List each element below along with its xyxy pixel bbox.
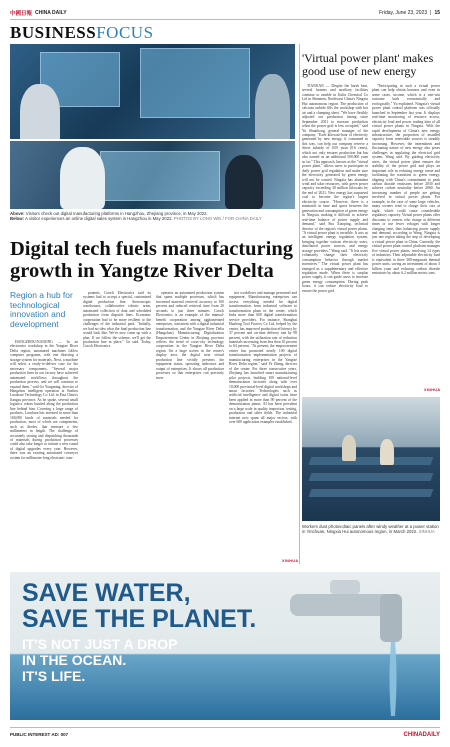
ad-line-2: SAVE THE PLANET. <box>22 605 257 633</box>
ad-line-5: IT'S LIFE. <box>22 668 86 684</box>
public-interest-ad <box>10 572 440 720</box>
issue-date: Friday, June 23, 2023 <box>379 9 428 16</box>
article1-col2: ponents, Gooch Electronics said its systems had to accept a special, customized digital production line. Stereoscopic warehouses, collaborative robotic arms, automated collection of data and scheduled production from dispatch lines. Economic cooperation had to be more resilient to the challenges of the industrial park. "Initially, we had no idea what the final production line would look like. We've now come up with a plan. If we follow the scheme, we'll get the production line in place," Ge said. Today, Gooch Electronics <box>83 291 151 349</box>
ad-line-1: SAVE WATER, <box>22 579 191 607</box>
photo-credit: PHOTOS BY LONG WEI / FOR CHINA DAILY <box>173 216 262 222</box>
section-title <box>10 23 154 43</box>
article2-photo-caption: Workers dust photovoltaic panels after windy weather at a power station in Yinchuan, Ningxia Hui autonomous region, in March 2022. XINHUA <box>302 524 439 535</box>
article2-col1: TIANJIAN — Despite the harsh heat, several farmers and auxiliary facilities continue to rumble in Jiulin Chemical Co Ltd in Shenmen, Northwest China's Ningxia Hui autonomous region. The production of calcium carbide fills the workshop with hot air and a clamping sheet. "We have flexibly adjusted our production timing since September 2021 to increase production when the power grid is less occupied," said Yu Shuaihong, general manager of the company. "Each kilowatt-hour of electricity generated by new energy, if consumed in this way, can help our company reserve a direct subsidy of 0.05 yuan (0.6 cents), which not only ensures production but has also earned us an additional 500,000 yuan so far." This approach, known as the "virtual power plant," allows users to participate in daily power grid regulation and make sure the electricity generated by green energy will not be wasted. Ningxia has abundant wind and solar resources, with green power capacity exceeding 30 million kilowatts by the end of 2021. New energy has surpassed coal to become the region's largest electricity source. "However, there is a mismatch in time and space between the generation and consumption of green energy in Ningxia, making it difficult to achieve real-time balance of power supply and demand," said Sha Xiaoping, technical director of the region's virtual power plants. "A virtual power plant is invisible. It acts as an intelligent energy regulation system, bringing together various electricity users, distributed power sources, and energy storage providers," Wang said. "It lets users voluntarily change their electricity consumption behavior through market incentives." The virtual power plant has emerged as a supplementary and effective regulation mode. When there is surplus power supply, it can guide users to increase green energy consumption. During peak hours, it can reduce electricity load to ensure the power grid. <box>302 84 368 293</box>
main-photo-top <box>10 44 295 139</box>
ad-line-3: IT'S NOT JUST A DROP <box>22 636 178 652</box>
article2-byline: XINHUA <box>424 388 441 392</box>
article1-deck: Region a hub for technological innovation and development <box>10 290 73 329</box>
main-photo-bottom <box>10 141 295 209</box>
page-number: 15 <box>434 9 440 16</box>
footer-brand: CHINADAILY <box>403 731 440 738</box>
page-header: 中國日報 CHINA DAILY Friday, June 23, 2023 | 15 <box>10 6 440 20</box>
article1-col3: operates an automated production system that spans multiple processes, which has increased material retrieval accuracy to 100 percent and reduced retrieval time from 20 seconds to just three minutes. Gooch Electronics is an example of the manual-benefit cooperation among agglomerated enterprises, consistent with a digital industrial transformation, and the Yangtze River Delta (Hangzhou) Manufacturing Digitalization Empowerment Center in Zhejiang province reflects the trend of cross-city technology cooperation in the Yangtze River Delta region. On a large screen in the center's display area, the digital twin virtual production line vividly presents the equipment status, operating indicators and output of enterprises. It shows all production processes so that enterprises can precisely mon- <box>156 291 224 380</box>
main-photo-caption: Above: Visitors check out digital manufacturing platforms in Hangzhou, Zhejiang province, in May 2022. Below: A visitor experiences an online digital sales system in Hangzhou in May 2022. PHOTOS BY LONG WEI / FOR CHINA DAILY <box>10 211 262 222</box>
masthead-name: CHINA DAILY <box>35 9 67 16</box>
masthead-logo: 中國日報 <box>10 10 33 17</box>
section-title-part1: BUSINESS <box>10 23 97 42</box>
section-title-part2: FOCUS <box>96 23 154 42</box>
ad-label: PUBLIC INTEREST AD: 007 <box>10 732 69 737</box>
article1-col1: HANGZHOU/NANJING — In an electronics workshop in the Yangtze River Delta region, automated machines follow computer programs, with one directing a storage system for materials. Next, a machine will select a ready-to-deliver case for the necessary components. "Several major production lines in our factory have achieved automated workflows throughout the production process, and we will continue to expand them," said Ge Yongming, director of Hangzhou intelligent operation at Suzhou Luxshare Technology Co Ltd. in East China's Jiangsu province. As he spoke, several small logistics robots bustled along the production line behind him. Covering a large range of products, Luxshare has invested in more than 160,000 kinds of materials needed for production, most of which are components, such as diodes, that measure a few millimeters in length. The challenge of accurately storing and dispatching thousands of materials during production processes could also take longer to initiate a new round of digital upgrades every year. However, there was an existing automated conveyor system for millimeter-long electronic com- <box>10 340 78 460</box>
article2-headline: 'Virtual power plant' makes good use of new energy <box>302 51 434 78</box>
article1-col4: itor workflows and manage personnel and equipment. Manufacturing enterprises can access everything needed for digital transformation, from industrial software to transformation plans in the center, which links more than 600 digital transformation service providers. For instance, Shanghai Huafeng Tool Factory Co Ltd, helped by the center, has improved production efficiency by 37 percent and on-time delivery rate by 98 percent, with the utilization rate of reduction materials increasing from less than 10 percent to 64 percent. "At present, the empowerment center has promoted nearly 100 digital transformation implementation projects of manufacturing enterprises in the Yangtze River Delta region," said Ye Zheng, director of the center. For three consecutive years, Zhejiang has launched smart manufacturing pilot projects, building 100 national-level demonstration factories along with over 10,000 provincial-level digital workshops and smart factories. Technologies such as artificial intelligence and digital twins have been applied in more than 90 percent of the demonstration plants. AI has been prevalent on a large scale in quality inspection, testing, production and other fields. The industrial internet now spans all major sectors, with over 600 application examples established. <box>229 291 297 425</box>
article2-col2: "Participating in such a virtual power plant can help obtain bonuses and even in some cases, income, which is a win-win outcome both economically and ecologically," Yu explained. Ningxia's virtual power plant control platform was officially launched in September last year. It displays real-time monitoring of resource access, electricity load and power trading data of all virtual power plants in Ningxia. With the rapid development of China's new energy infrastructure, the proportion of installed capacity from renewable sources is steadily increasing. However, the intermittent and fluctuating nature of new energy also poses challenges in regulating the electrical grid system, Wang said. By guiding electricity users, the virtual power plant ensures the stability of the power grid and plays an important role in reducing energy waste and facilitating the transition to green energy, aligning with China's commitment to peak carbon dioxide emissions before 2030 and achieve carbon neutrality before 2060. An increasing number of people are getting involved in virtual power plants. For example, in the case of some large vehicles, many owners tend to charge their cars at night, which could cause considerable regulatory capacity. Virtual power plants offer discounts to owners who charge at different times or use fewer voltages with longer charging time, thus balancing power supply and demand, according to Wang. Ningxia is just one region taking the step of developing a virtual power plant in China. Currently, the virtual power plant control platform manages five virtual power plants, involving 14 types of industries. Their adjustable electricity load is equivalent to three 300-megawatt thermal power units, saving an investment of about 3 billion yuan and reducing carbon dioxide emissions by about 6.2 million metric tons. <box>372 84 440 276</box>
faucet-icon <box>270 576 440 716</box>
article2-photo <box>302 397 440 521</box>
article1-headline: Digital tech fuels manufacturing growth in Yangtze River Delta <box>10 238 293 282</box>
ad-line-4: IN THE OCEAN. <box>22 652 127 668</box>
article1-byline: XINHUA <box>282 559 299 563</box>
page-footer <box>10 727 440 741</box>
